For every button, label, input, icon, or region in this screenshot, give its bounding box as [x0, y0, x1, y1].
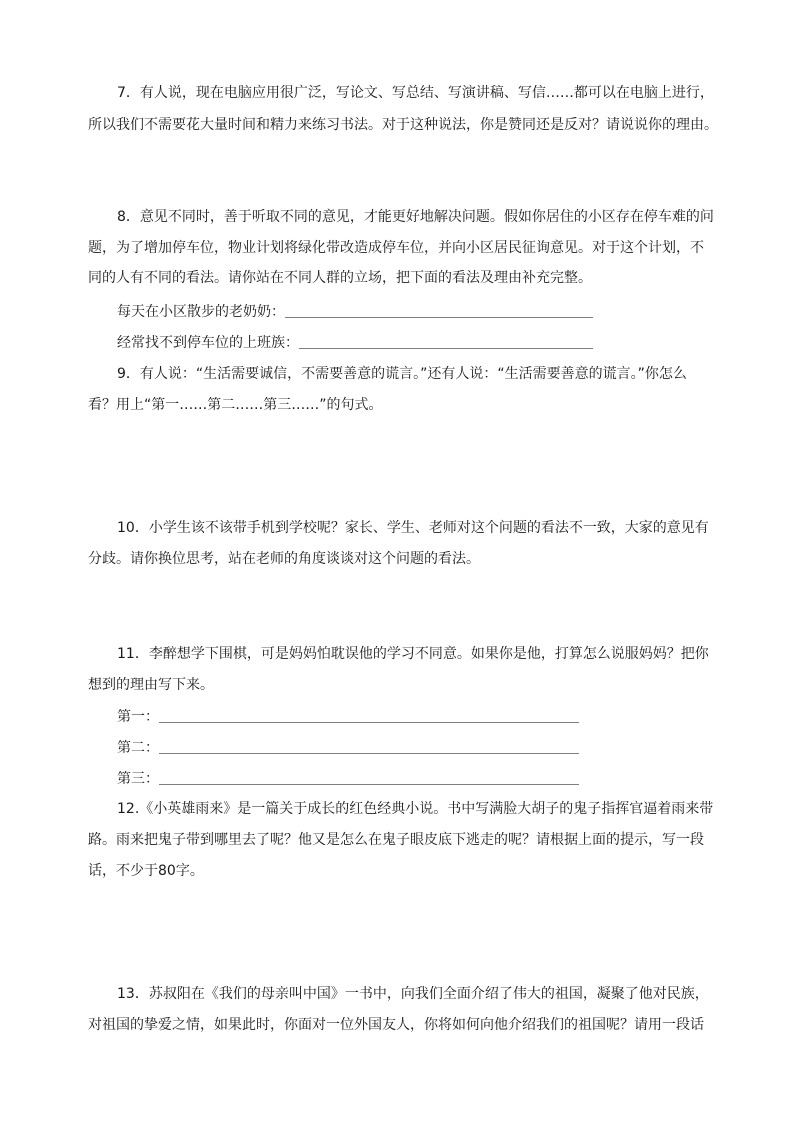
- q8-line-3: 同的人有不同的看法。请你站在不同人群的立场，把下面的看法及理由补充完整。: [88, 270, 592, 286]
- q8-blank-1[interactable]: 每天在小区散步的老奶奶：＿＿＿＿＿＿＿＿＿＿＿＿＿＿＿＿＿＿＿＿＿＿: [117, 304, 593, 320]
- q11-blank-3[interactable]: 第三：＿＿＿＿＿＿＿＿＿＿＿＿＿＿＿＿＿＿＿＿＿＿＿＿＿＿＿＿＿＿: [117, 771, 579, 787]
- q10-line-2: 分歧。请你换位思考，站在老师的角度谈谈对这个问题的看法。: [88, 551, 480, 567]
- q13-line-1: 13．苏叔阳在《我们的母亲叫中国》一书中，向我们全面介绍了伟大的祖国，凝聚了他对民族，: [117, 986, 709, 1002]
- q10-line-1: 10．小学生该不该带手机到学校呢？家长、学生、老师对这个问题的看法不一致，大家的意见有: [117, 520, 709, 536]
- q7-line-1: 7．有人说，现在电脑应用很广泛，写论文、写总结、写演讲稿、写信……都可以在电脑上进行，: [117, 85, 714, 101]
- q11-line-1: 11．李醉想学下围棋，可是妈妈怕耽误他的学习不同意。如果你是他，打算怎么说服妈妈？把你: [117, 646, 709, 662]
- q9-line-2: 看？用上“第一……第二……第三……”的句式。: [88, 397, 383, 413]
- q12-line-3: 话，不少于80字。: [88, 863, 204, 879]
- q8-line-2: 题，为了增加停车位，物业计划将绿化带改造成停车位，并向小区居民征询意见。对于这个计划，不: [88, 240, 704, 256]
- q11-blank-2[interactable]: 第二：＿＿＿＿＿＿＿＿＿＿＿＿＿＿＿＿＿＿＿＿＿＿＿＿＿＿＿＿＿＿: [117, 740, 579, 756]
- q8-line-1: 8．意见不同时，善于听取不同的意见，才能更好地解决问题。假如你居住的小区存在停车难的问: [117, 209, 714, 225]
- q11-line-2: 想到的理由写下来。: [88, 677, 214, 693]
- q7-line-2: 所以我们不需要花大量时间和精力来练习书法。对于这种说法，你是赞同还是反对？请说说你的理由。: [88, 117, 718, 133]
- q12-line-2: 路。雨来把鬼子带到哪里去了呢？他又是怎么在鬼子眼皮底下逃走的呢？请根据上面的提示，写一段: [88, 832, 704, 848]
- q8-blank-2[interactable]: 经常找不到停车位的上班族：＿＿＿＿＿＿＿＿＿＿＿＿＿＿＿＿＿＿＿＿＿: [117, 335, 593, 351]
- q13-line-2: 对祖国的挚爱之情，如果此时，你面对一位外国友人，你将如何向他介绍我们的祖国呢？请用一段话: [88, 1017, 704, 1033]
- q9-line-1: 9．有人说：“生活需要诚信，不需要善意的谎言。”还有人说：“生活需要善意的谎言。”你怎么: [117, 366, 687, 382]
- q12-line-1: 12.《小英雄雨来》是一篇关于成长的红色经典小说。书中写满脸大胡子的鬼子指挥官逼着雨来带: [117, 801, 714, 817]
- q11-blank-1[interactable]: 第一：＿＿＿＿＿＿＿＿＿＿＿＿＿＿＿＿＿＿＿＿＿＿＿＿＿＿＿＿＿＿: [117, 709, 579, 725]
